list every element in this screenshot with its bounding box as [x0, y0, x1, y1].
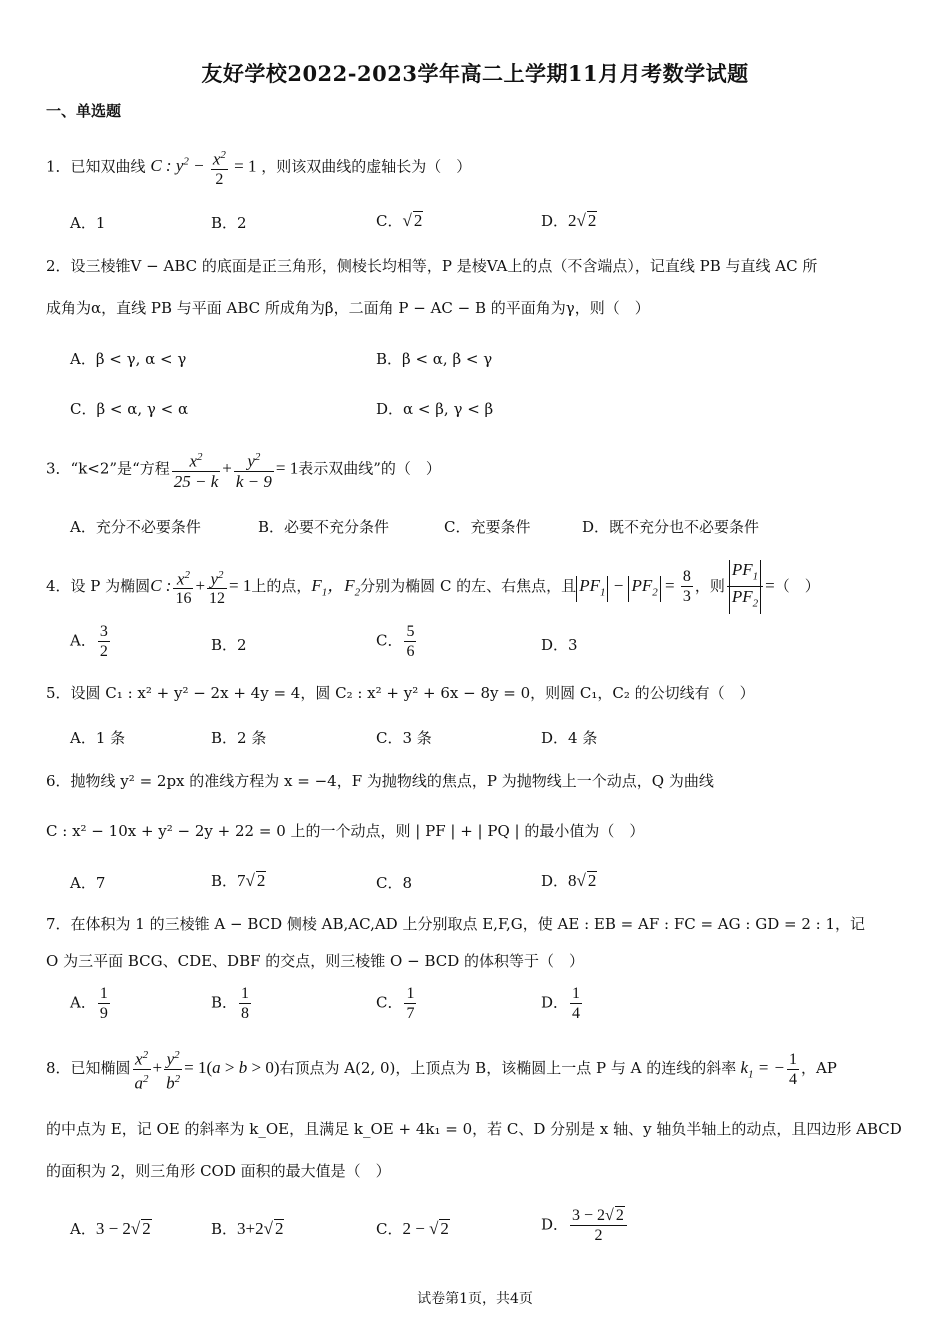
- question-2-line-2: 成角为α，直线 PB 与平面 ABC 所成角为β，二面角 P − AC − B 的平面角为γ，则（ ）: [46, 299, 650, 317]
- q3-option-c[interactable]: C．充要条件: [444, 518, 531, 536]
- q6-option-b[interactable]: B．7√ 2: [211, 871, 266, 890]
- q2-option-c[interactable]: C．β < α, γ < α: [70, 400, 189, 418]
- q7-option-b[interactable]: B． $\frac{1}{8}$: [211, 985, 250, 1022]
- question-8-line-1: 8．已知椭圆 $\frac{x^2}{a^2}$ + $\frac{y^2}{b^2}$ = 1(a > b > 0)右顶点为 A(2, 0)，上顶点为 B，该椭圆上一点 P 与 A 的连线的斜率 $k_1$ = − $\frac{1}{4}$ ，AP: [46, 1046, 837, 1092]
- q5-option-c[interactable]: C．3 条: [376, 729, 432, 747]
- q3-option-b[interactable]: B．必要不充分条件: [258, 518, 390, 536]
- q5-option-d[interactable]: D．4 条: [541, 729, 598, 747]
- question-8-line-2: 的中点为 E，记 OE 的斜率为 k_OE，且满足 k_OE + 4k₁ = 0，若 C、D 分别是 x 轴、y 轴负半轴上的动点，且四边形 ABCD: [46, 1120, 902, 1138]
- q6-option-d[interactable]: D．8√ 2: [541, 871, 597, 890]
- q1-option-c[interactable]: C．√ 2: [376, 211, 423, 230]
- question-7-line-2: O 为三平面 BCG、CDE、DBF 的交点，则三棱锥 O − BCD 的体积等于（ ）: [46, 952, 585, 970]
- q4-option-c[interactable]: C． $\frac{5}{6}$: [376, 623, 415, 660]
- q7-option-d[interactable]: D． $\frac{1}{4}$: [541, 985, 581, 1022]
- q7-option-c[interactable]: C． $\frac{1}{7}$: [376, 985, 415, 1022]
- q6-option-a[interactable]: A．7: [70, 874, 106, 892]
- q1-option-a[interactable]: A．1: [70, 214, 106, 232]
- q8-option-c[interactable]: C．2 − √ 2: [376, 1219, 449, 1238]
- question-6-line-1: 6．抛物线 y² = 2px 的准线方程为 x = −4，F 为抛物线的焦点，P 为抛物线上一个动点，Q 为曲线: [46, 772, 714, 790]
- q1-option-b[interactable]: B．2: [211, 214, 247, 232]
- q3-option-a[interactable]: A．充分不必要条件: [70, 518, 201, 536]
- q4-option-d[interactable]: D．3: [541, 636, 578, 654]
- question-5: 5．设圆 C₁ : x² + y² − 2x + 4y = 4，圆 C₂ : x² + y² + 6x − 8y = 0，则圆 C₁，C₂ 的公切线有（ ）: [46, 684, 755, 702]
- q8-option-d[interactable]: D． $\frac{3 - 2√ 2}{2}$: [541, 1206, 629, 1245]
- q4-option-a[interactable]: A． $\frac{3}{2}$: [70, 623, 108, 660]
- math-hyperbola: C : $y^2$ −: [150, 155, 209, 176]
- q8-option-b[interactable]: B．3+2√ 2: [211, 1219, 284, 1238]
- q6-option-c[interactable]: C．8: [376, 874, 413, 892]
- q2-option-b[interactable]: B．β < α, β < γ: [376, 350, 493, 368]
- q1-option-d[interactable]: D．2√ 2: [541, 211, 597, 230]
- q7-option-a[interactable]: A． $\frac{1}{9}$: [70, 985, 108, 1022]
- q5-option-a[interactable]: A．1 条: [70, 729, 126, 747]
- question-8-line-3: 的面积为 2，则三角形 COD 面积的最大值是（ ）: [46, 1162, 391, 1180]
- question-7-line-1: 7．在体积为 1 的三棱锥 A − BCD 侧棱 AB,AC,AD 上分别取点 E,F,G，使 AE : EB = AF : FC = AG : GD = 2 : 1，记: [46, 915, 866, 933]
- q4-option-b[interactable]: B．2: [211, 636, 247, 654]
- page-title: 友好学校2022-2023学年高二上学期11月月考数学试题: [201, 61, 749, 86]
- q3-option-d[interactable]: D．既不充分也不必要条件: [582, 518, 760, 536]
- q5-option-b[interactable]: B．2 条: [211, 729, 267, 747]
- question-1: 1．已知双曲线 C : $y^2$ − $\frac{x^2}{2}$ = 1 ，则该双曲线的虚轴长为（ ）: [46, 146, 471, 189]
- question-4: 4．设 P 为椭圆C : $\frac{x^2}{16}$ + $\frac{y^2}{12}$ = 1上的点，$F_1$，$F_2$分别为椭圆 C 的左、右焦点，且 $PF_1 - PF_2$ = $\frac{8}{3}$ ，则 $\frac{PF_1}{PF_2}$ =（ ）: [46, 560, 820, 614]
- question-2-line-1: 2．设三棱锥V − ABC 的底面是正三角形，侧棱长均相等，P 是棱VA上的点（不含端点），记直线 PB 与直线 AC 所: [46, 257, 818, 275]
- question-6-line-2: C : x² − 10x + y² − 2y + 22 = 0 上的一个动点，则 | PF | + | PQ | 的最小值为（ ）: [46, 822, 645, 840]
- q8-option-a[interactable]: A．3 − 2√ 2: [70, 1219, 151, 1238]
- q2-option-d[interactable]: D．α < β, γ < β: [376, 400, 494, 418]
- page-footer: 试卷第1页，共4页: [417, 1291, 533, 1307]
- section-heading: 一、单选题: [46, 102, 122, 120]
- question-3: 3．“k<2”是“方程 $\frac{x^2}{25 - k}$ + $\frac{y^2}{k - 9}$ = 1表示双曲线”的（ ）: [46, 448, 441, 491]
- q2-option-a[interactable]: A．β < γ, α < γ: [70, 350, 187, 368]
